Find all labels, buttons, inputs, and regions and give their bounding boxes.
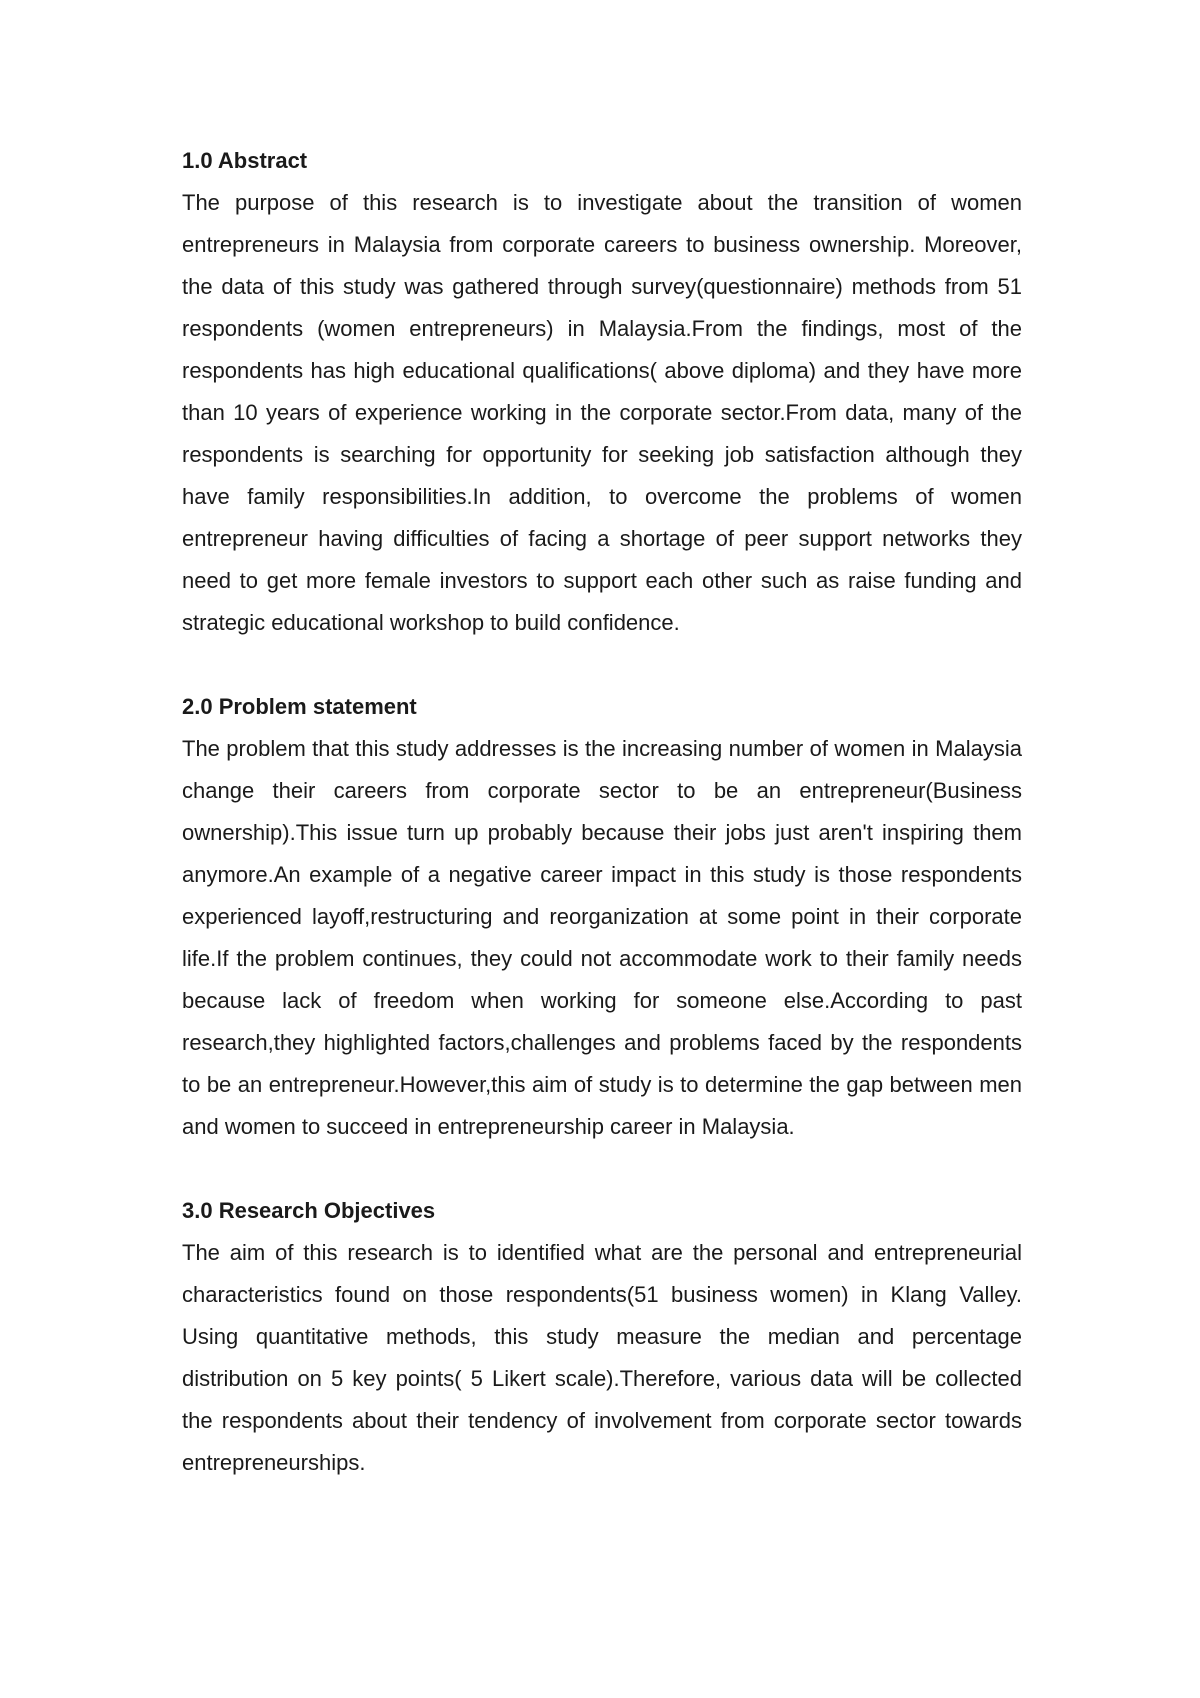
problem-statement-section (182, 686, 1022, 1148)
abstract-section (182, 140, 1022, 644)
document-page (182, 140, 1022, 1484)
abstract-paragraph: The purpose of this research is to investigate about the transition of women entrepreneurs in Malaysia from corporate careers to business ownership. Moreover, the data of this study was gathered through survey(questionnaire) methods from 51 respondents (women entrepreneurs) in Malaysia.From the findings, most of the respondents has high educational qualifications( above diploma) and they have more than 10 years of experience working in the corporate sector.From data, many of the respondents is searching for opportunity for seeking job satisfaction although they have family responsibilities.In addition, to overcome the problems of women entrepreneur having difficulties of facing a shortage of peer support networks they need to get more female investors to support each other such as raise funding and strategic educational workshop to build confidence. (182, 190, 1022, 635)
problem-statement-paragraph: The problem that this study addresses is the increasing number of women in Malaysia change their careers from corporate sector to be an entrepreneur(Business ownership).This issue turn up probably because their jobs just aren't inspiring them anymore.An example of a negative career impact in this study is those respondents experienced layoff,restructuring and reorganization at some point in their corporate life.If the problem continues, they could not accommodate work to their family needs because lack of freedom when working for someone else.According to past research,they highlighted factors,challenges and problems faced by the respondents to be an entrepreneur.However,this aim of study is to determine the gap between men and women to succeed in entrepreneurship career in Malaysia. (182, 736, 1022, 1139)
research-objectives-section (182, 1190, 1022, 1484)
research-objectives-heading: 3.0 Research Objectives (182, 1198, 436, 1223)
problem-statement-heading: 2.0 Problem statement (182, 694, 417, 719)
research-objectives-paragraph: The aim of this research is to identified what are the personal and entrepreneurial characteristics found on those respondents(51 business women) in Klang Valley. Using quantitative methods, this study measure the median and percentage distribution on 5 key points( 5 Likert scale).Therefore, various data will be collected the respondents about their tendency of involvement from corporate sector towards entrepreneurships. (182, 1240, 1022, 1475)
abstract-heading: 1.0 Abstract (182, 148, 308, 173)
